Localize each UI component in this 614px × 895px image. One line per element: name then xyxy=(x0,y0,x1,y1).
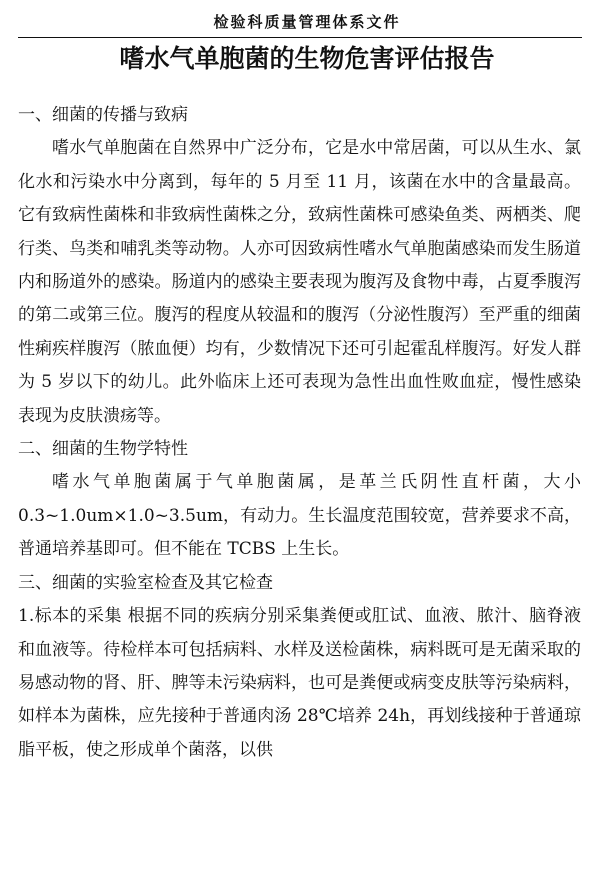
section-heading-biology: 二、细菌的生物学特性 xyxy=(18,439,188,460)
header-rule xyxy=(18,37,582,38)
section-heading-transmission: 一、细菌的传播与致病 xyxy=(18,105,188,125)
running-header: 检验科质量管理体系文件 xyxy=(213,13,401,31)
document-title: 嗜水气单胞菌的生物危害评估报告 xyxy=(119,44,495,73)
paragraph-biology: 嗜水气单胞菌属于气单胞菌属，是革兰氏阴性直杆菌，大小0.3~1.0um×1.0~3.5um，有动力。生长温度范围较宽，营养要求不高，普通培养基即可。但不能在 TCBS 上生长。 xyxy=(18,472,581,560)
document-body xyxy=(18,99,581,767)
paragraph-sample-collection: 1.标本的采集 根据不同的疾病分别采集粪便或肛试、血液、脓汁、脑脊液和血液等。待检样本可包括病料、水样及送检菌株，病料既可是无菌采取的易感动物的肾、肝、脾等未污染病料，也可是粪便或病变皮肤等污染病料，如样本为菌株，应先接种于普通肉汤 28℃培养 24h，再划线接种于普通琼脂平板，使之形成单个菌落，以供 xyxy=(18,606,581,760)
paragraph-transmission: 嗜水气单胞菌在自然界中广泛分布，它是水中常居菌，可以从生水、氯化水和污染水中分离到，每年的 5 月至 11 月，该菌在水中的含量最高。它有致病性菌株和非致病性菌株之分，致病性菌株可感染鱼类、两栖类、爬行类、鸟类和哺乳类等动物。人亦可因致病性嗜水气单胞菌感染而发生肠道内和肠道外的感染。肠道内的感染主要表现为腹泻及食物中毒，占夏季腹泻的第二或第三位。腹泻的程度从较温和的腹泻（分泌性腹泻）至严重的细菌性痢疾样腹泻（脓血便）均有，少数情况下还可引起霍乱样腹泻。好发人群为 5 岁以下的幼儿。此外临床上还可表现为急性出血性败血症，慢性感染表现为皮肤溃疡等。 xyxy=(18,138,581,426)
section-heading-lab-tests: 三、细菌的实验室检查及其它检查 xyxy=(18,572,273,593)
